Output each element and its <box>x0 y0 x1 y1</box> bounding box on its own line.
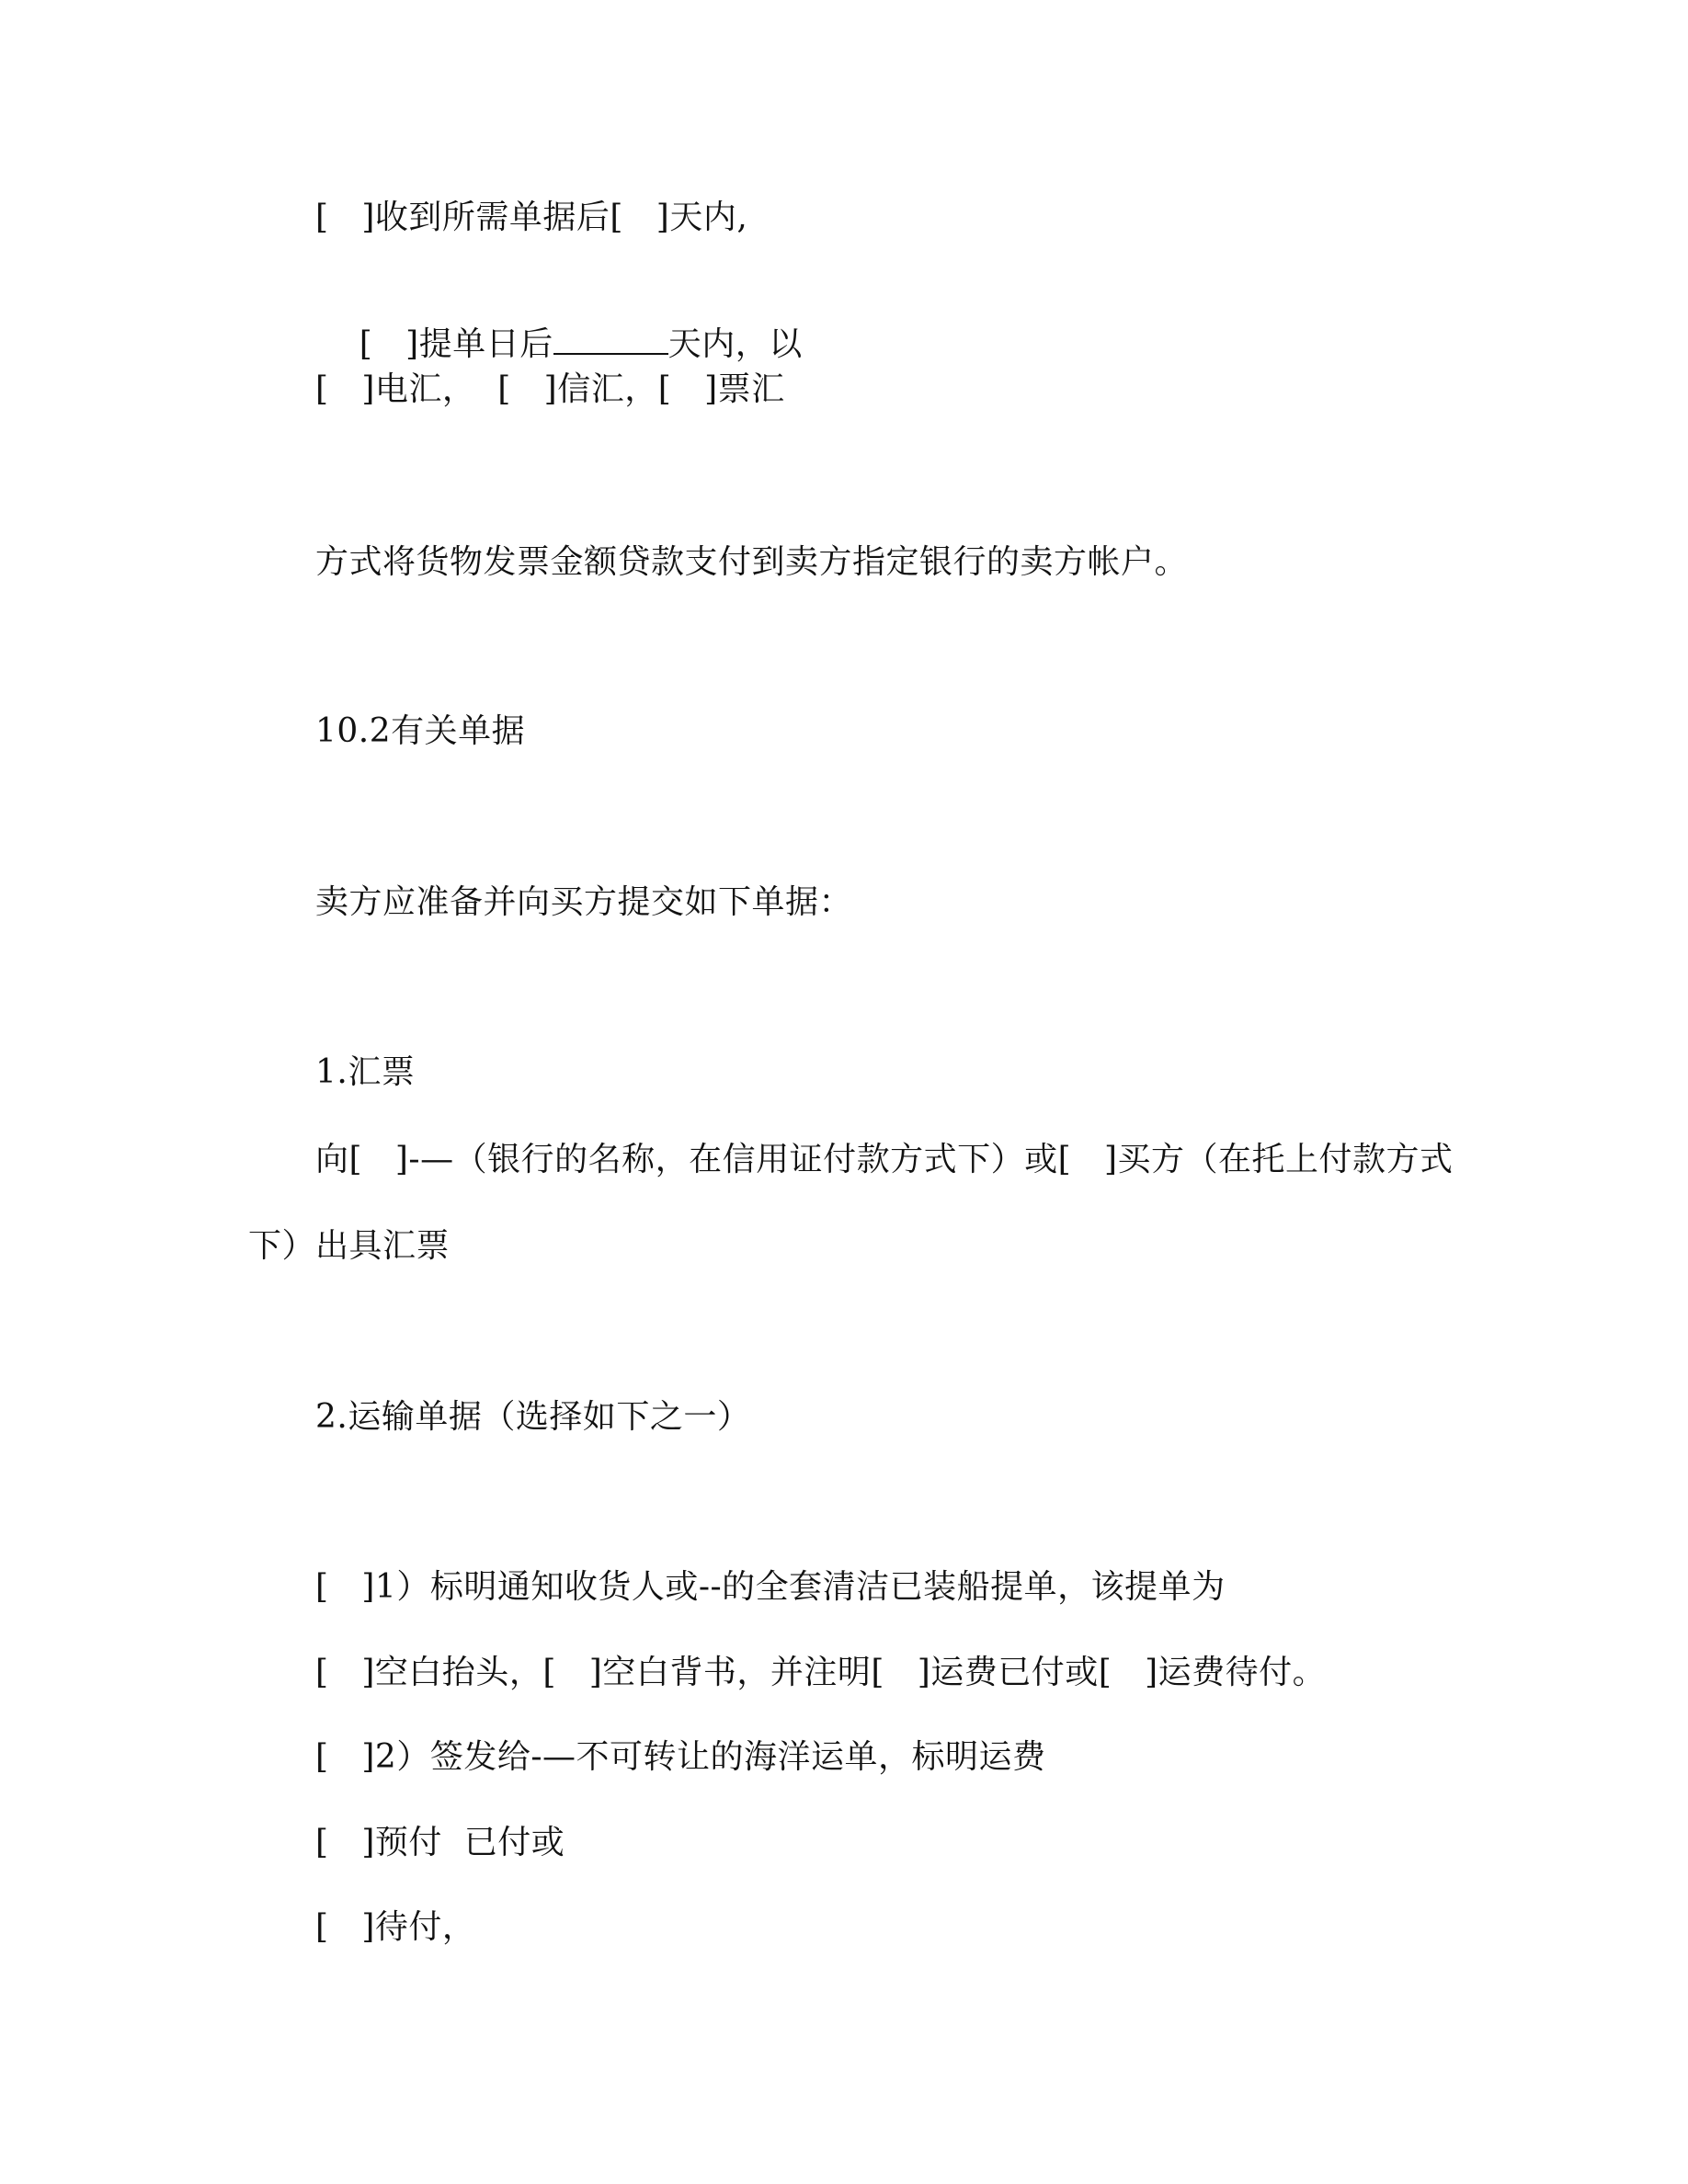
bill-of-exchange-description-line: 向[ ]-—（银行的名称，在信用证付款方式下）或[ ]买方（在托上付款方式 <box>315 1141 1454 1178</box>
payment-to-seller-account-text: 方式将货物发票金额贷款支付到卖方指定银行的卖方帐户。 <box>315 543 1189 581</box>
payment-days-after-documents-line: [ ]收到所需单据后[ ]天内, <box>315 199 748 236</box>
clean-on-board-bill-option-line: [ ]1）标明通知收货人或--的全套清洁已装船提单，该提单为 <box>315 1568 1226 1606</box>
freight-collect-option-line: [ ]待付， <box>315 1908 476 1946</box>
days-within-text: 天内，以 <box>667 325 803 363</box>
bill-endorsement-freight-options-line: [ ]空白抬头，[ ]空白背书，并注明[ ]运费已付或[ ]运费待付。 <box>315 1654 1327 1691</box>
transport-documents-heading: 2.运输单据（选择如下之一） <box>315 1398 751 1436</box>
section-10-2-heading: 10.2有关单据 <box>315 712 526 750</box>
bill-of-lading-date-text: [ ]提单日后 <box>359 325 553 363</box>
sea-waybill-option-line: [ ]2）签发给-—不可转让的海洋运单，标明运费 <box>315 1738 1046 1776</box>
days-blank-field <box>553 325 668 355</box>
bill-of-exchange-heading: 1.汇票 <box>315 1053 416 1091</box>
seller-documents-intro-text: 卖方应准备并向买方提交如下单据： <box>315 883 853 921</box>
freight-prepaid-option-line: [ ]预付 已付或 <box>315 1824 565 1861</box>
remittance-method-options-line: [ ]电汇， [ ]信汇，[ ]票汇 <box>315 370 785 408</box>
bill-of-exchange-description-continuation: 下）出具汇票 <box>248 1227 451 1265</box>
